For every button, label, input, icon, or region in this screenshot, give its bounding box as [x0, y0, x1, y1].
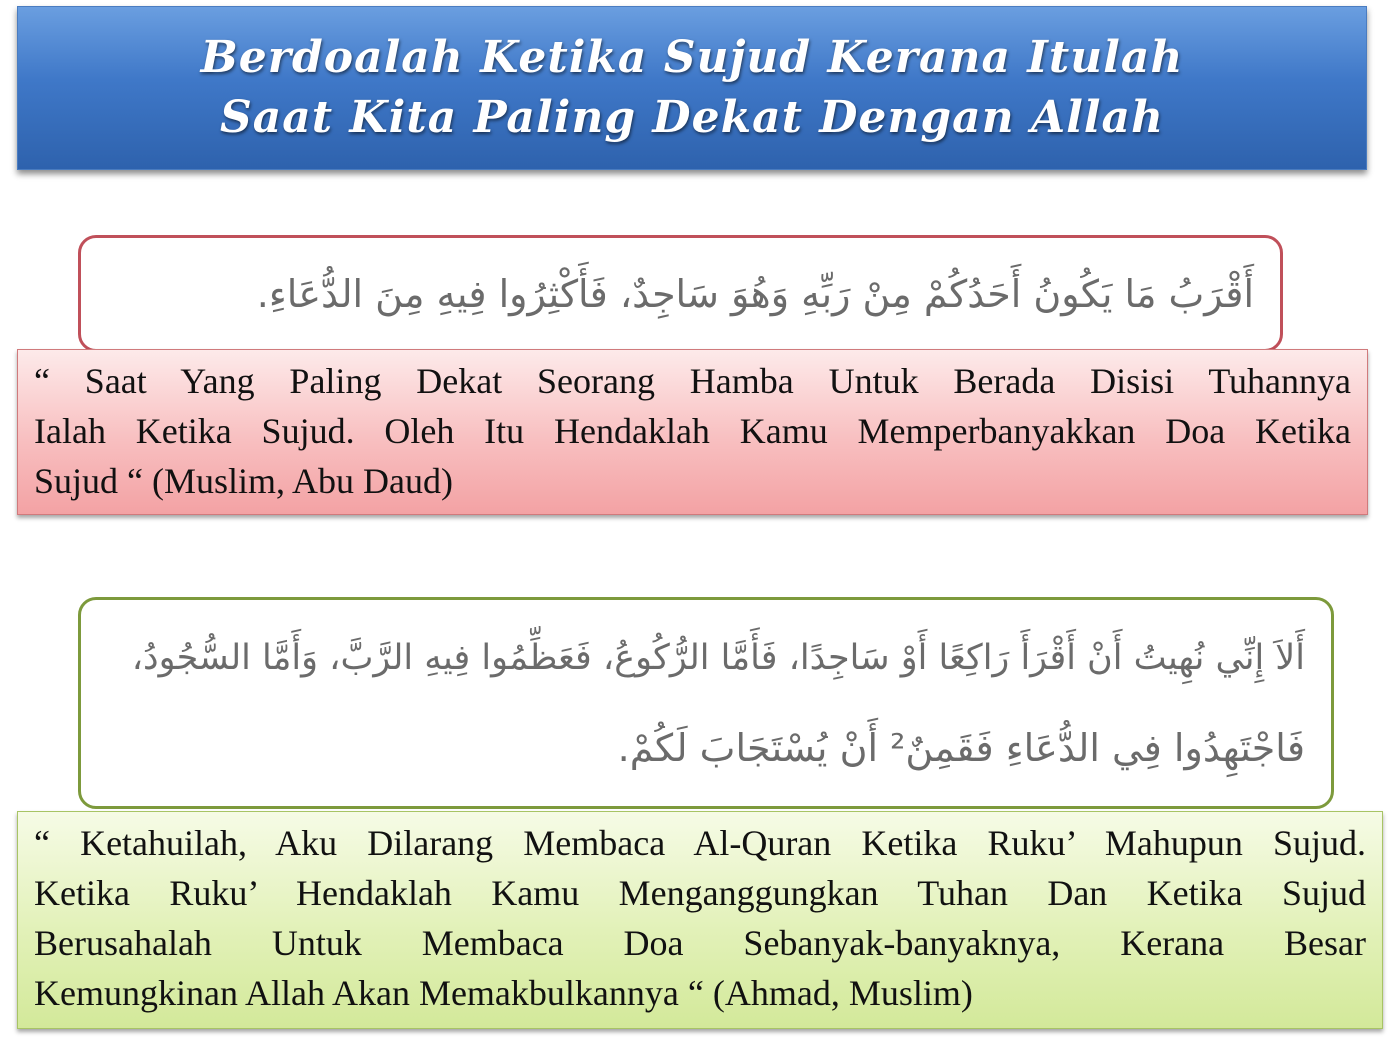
hadith-2-translation-line: Kemungkinan Allah Akan Memakbulkannya “ (Ahmad, Muslim) [34, 973, 973, 1013]
hadith-2-arabic-line: فَاجْتَهِدُوا فِي الدُّعَاءِ فَقَمِنٌ² أَنْ يُسْتَجَابَ لَكُمْ. [617, 726, 1305, 770]
title-banner [17, 6, 1367, 170]
hadith-1-translation-line: Sujud “ (Muslim, Abu Daud) [34, 461, 453, 501]
hadith-1-translation-line: Ialah Ketika Sujud. Oleh Itu Hendaklah Kamu Memperbanyakkan Doa Ketika [34, 411, 1351, 451]
hadith-2-translation-line: “ Ketahuilah, Aku Dilarang Membaca Al-Quran Ketika Ruku’ Mahupun Sujud. [34, 823, 1366, 863]
hadith-2-arabic-line: أَلاَ إِنِّي نُهِيتُ أَنْ أَقْرَأَ رَاكِعًا أَوْ سَاجِدًا، فَأَمَّا الرُّكُوعُ، فَعَظِّمُوا فِيهِ الرَّبَّ، وَأَمَّا السُّجُودُ، [131, 638, 1305, 678]
title-line-2: Saat Kita Paling Dekat Dengan Allah [219, 92, 1165, 143]
title-line-1: Berdoalah Ketika Sujud Kerana Itulah [200, 32, 1184, 83]
hadith-1-translation-line: “ Saat Yang Paling Dekat Seorang Hamba Untuk Berada Disisi Tuhannya [34, 361, 1351, 401]
hadith-1-arabic-text: أَقْرَبُ مَا يَكُونُ أَحَدُكُمْ مِنْ رَبِّهِ وَهُوَ سَاجِدٌ، فَأَكْثِرُوا فِيهِ مِنَ الدُّعَاءِ. [256, 271, 1254, 316]
hadith-1-arabic-box [78, 235, 1283, 352]
hadith-2-translation-line: Ketika Ruku’ Hendaklah Kamu Menganggungkan Tuhan Dan Ketika Sujud [34, 873, 1366, 913]
hadith-2-translation-line: Berusahalah Untuk Membaca Doa Sebanyak-banyaknya, Kerana Besar [34, 923, 1366, 963]
hadith-2-arabic-box [78, 597, 1334, 809]
hadith-1-translation-box [17, 349, 1368, 515]
hadith-2-translation-box [17, 811, 1383, 1029]
